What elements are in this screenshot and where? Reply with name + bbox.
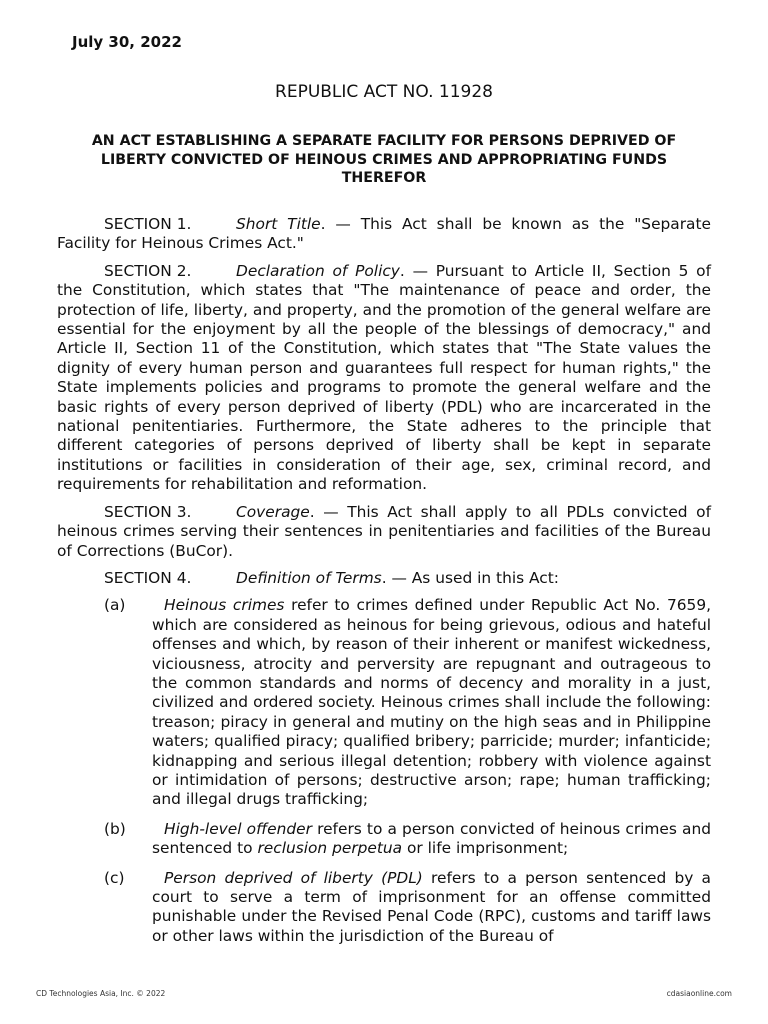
section-title: Coverage bbox=[236, 502, 310, 521]
section-title: Definition of Terms bbox=[236, 568, 382, 587]
definition-body-end: or life imprisonment; bbox=[402, 839, 569, 858]
definition-term: High-level offender bbox=[164, 819, 312, 838]
section-text: . — Pursuant to Article II, Section 5 of the Constitution, which states that "The maintenance of peace and order, the protection of life, liberty, and property, and the promotion of the general welfare are essential for the enjoyment by all the people of the blessings of democracy," and Article II, Section 11 of the Constitution, which states that "The State values the dignity of every human person and guarantees full respect for human rights," the State implements policies and programs to promote the general welfare and the basic rights of every person deprived of liberty (PDL) who are incarcerated in the national penitentiaries. Furthermore, the State adheres to the principle that different categories of persons deprived of liberty shall be kept in separate institutions or facilities in consideration of their age, sex, criminal record, and requirements for rehabilitation and reformation. bbox=[57, 261, 712, 494]
definition-text bbox=[152, 869, 711, 947]
document-date: July 30, 2022 bbox=[72, 33, 182, 51]
act-number: REPUBLIC ACT NO. 11928 bbox=[275, 82, 493, 102]
section-1 bbox=[57, 215, 711, 254]
definition-emphasis: reclusion perpetua bbox=[257, 839, 403, 858]
definition-b bbox=[57, 820, 711, 859]
definition-term: Person deprived of liberty (PDL) bbox=[164, 868, 423, 887]
section-number: SECTION 1. bbox=[104, 215, 192, 233]
definition-c bbox=[57, 869, 711, 947]
section-text: . — This Act shall apply to all PDLs convicted of heinous crimes serving their sentences in penitentiaries and facilities of the Bureau of Corrections (BuCor). bbox=[57, 502, 711, 560]
definition-body: refer to crimes defined under Republic Act No. 7659, which are considered as heinous for being grievous, odious and hateful offenses and which, by reason of their inherent or manifest wickedness, viciousness, atrocity and perversity are repugnant and outrageous to the common standards and norms of decency and morality in a just, civilized and ordered society. Heinous crimes shall include the following: treason; piracy in general and mutiny on the high seas and in Philippine waters; qualified piracy; qualified bribery; parricide; murder; infanticide; kidnapping and serious illegal detention; robbery with violence against or intimidation of persons; destructive arson; rape; human trafficking; and illegal drugs trafficking; bbox=[152, 596, 712, 809]
definition-term: Heinous crimes bbox=[164, 596, 285, 615]
definition-text bbox=[152, 596, 711, 809]
definition-body: refers to a person sentenced by a court to serve a term of imprisonment for an offense committed punishable under the Revised Penal Code (RPC), customs and tariff laws or other laws within the jurisdiction of the Bureau of bbox=[152, 868, 711, 945]
section-3 bbox=[57, 503, 711, 561]
section-4 bbox=[57, 569, 711, 588]
section-number: SECTION 4. bbox=[104, 568, 192, 587]
definition-body: refers to a person convicted of heinous crimes and sentenced to bbox=[152, 819, 711, 858]
section-number: SECTION 2. bbox=[104, 261, 192, 280]
act-title: AN ACT ESTABLISHING A SEPARATE FACILITY FOR PERSONS DEPRIVED OF LIBERTY CONVICTED OF HEINOUS CRIMES AND APPROPRIATING FUNDS THEREFOR bbox=[91, 133, 677, 186]
definition-a bbox=[57, 596, 711, 809]
footer-copyright: CD Technologies Asia, Inc. © 2022 bbox=[36, 989, 166, 998]
section-text: . — This Act shall be known as the "Separate Facility for Heinous Crimes Act." bbox=[57, 215, 711, 253]
definition-label: (b) bbox=[104, 819, 126, 838]
definition-label: (c) bbox=[104, 868, 125, 887]
section-2 bbox=[57, 262, 711, 495]
document-body bbox=[57, 215, 711, 956]
definition-text bbox=[152, 820, 711, 859]
section-text: . — As used in this Act: bbox=[381, 568, 559, 587]
definition-label: (a) bbox=[104, 596, 126, 615]
section-number: SECTION 3. bbox=[104, 502, 192, 521]
section-title: Short Title bbox=[236, 215, 321, 233]
section-title: Declaration of Policy bbox=[236, 261, 400, 280]
footer-website: cdasiaonline.com bbox=[666, 989, 732, 998]
